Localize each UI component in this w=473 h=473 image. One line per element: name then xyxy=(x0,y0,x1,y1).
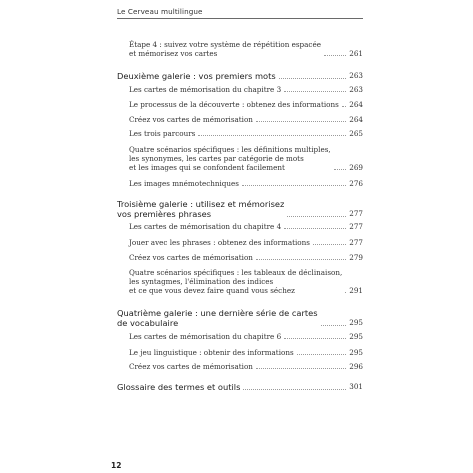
leader-dots xyxy=(279,78,347,79)
leader-dots xyxy=(242,185,346,186)
toc-entry-quatrieme-galerie xyxy=(117,308,363,328)
leader-dots xyxy=(342,106,346,107)
leader-dots xyxy=(334,169,347,170)
leader-dots xyxy=(321,325,347,326)
toc-entry xyxy=(117,222,363,231)
toc-entry xyxy=(117,268,363,295)
toc-page-number: 276 xyxy=(349,179,363,188)
toc-page-number: 263 xyxy=(349,85,363,94)
toc-entry-text: Quatrième galerie : une dernière série de cartes de vocabulaire xyxy=(117,308,318,328)
toc-entry-text: Les cartes de mémorisation du chapitre 3 xyxy=(129,85,282,94)
running-head: Le Cerveau multilingue xyxy=(117,7,203,16)
leader-dots xyxy=(256,368,346,369)
toc-page-number: 277 xyxy=(349,209,363,218)
toc-entry xyxy=(117,100,363,109)
toc-page-number: 279 xyxy=(349,253,363,262)
toc-page-number: 264 xyxy=(349,115,363,124)
toc-page-number: 295 xyxy=(349,348,363,357)
toc-page-number: 261 xyxy=(349,49,363,58)
leader-dots xyxy=(313,244,346,245)
toc-entry-glossaire xyxy=(117,382,363,392)
leader-dots xyxy=(243,389,346,390)
toc-entry xyxy=(117,362,363,371)
toc-page-number: 301 xyxy=(349,382,363,391)
toc-entry xyxy=(117,115,363,124)
toc-entry-text: Les images mnémotechniques xyxy=(129,179,239,188)
toc-entry-deuxieme-galerie xyxy=(117,71,363,81)
toc-page-number: 277 xyxy=(349,238,363,247)
toc-entry-text: Créez vos cartes de mémorisation xyxy=(129,115,253,124)
toc-entry-text: Deuxième galerie : vos premiers mots xyxy=(117,71,276,81)
leader-dots xyxy=(287,216,346,217)
leader-dots xyxy=(297,354,347,355)
toc-page-number: 296 xyxy=(349,362,363,371)
leader-dots xyxy=(284,338,346,339)
toc-page-number: 263 xyxy=(349,71,363,80)
toc-entry-text: Les cartes de mémorisation du chapitre 6 xyxy=(129,332,282,341)
toc-entry xyxy=(117,179,363,188)
leader-dots xyxy=(284,91,346,92)
toc-entry-text: Le processus de la découverte : obtenez des informations xyxy=(129,100,339,109)
toc-page-number: 295 xyxy=(349,332,363,341)
toc-entry xyxy=(117,145,363,172)
toc-entry-text: Quatre scénarios spécifiques : les tableaux de déclinaison, les syntagmes, l'élimination des indices et ce que vous devez faire quand vous séchez xyxy=(129,268,343,295)
toc-entry-etape-4 xyxy=(117,40,363,58)
leader-dots xyxy=(345,292,346,293)
leader-dots xyxy=(256,121,346,122)
leader-dots xyxy=(284,228,346,229)
leader-dots xyxy=(256,259,346,260)
toc-entry xyxy=(117,253,363,262)
toc-entry xyxy=(117,129,363,138)
toc-entry-text: Glossaire des termes et outils xyxy=(117,382,241,392)
toc-entry-text: Créez vos cartes de mémorisation xyxy=(129,362,253,371)
toc-entry-text: Étape 4 : suivez votre système de répétition espacée et mémorisez vos cartes xyxy=(129,40,321,58)
toc-page-number: 291 xyxy=(349,286,363,295)
toc-entry-text: Quatre scénarios spécifiques : les définitions multiples, les synonymes, les cartes par catégorie de mots et les images qui se confondent facilement xyxy=(129,145,331,172)
toc-entry-text: Créez vos cartes de mémorisation xyxy=(129,253,253,262)
toc-page-number: 265 xyxy=(349,129,363,138)
toc-entry-text: Les cartes de mémorisation du chapitre 4 xyxy=(129,222,282,231)
toc-entry-troisieme-galerie xyxy=(117,199,363,219)
leader-dots xyxy=(324,55,346,56)
leader-dots xyxy=(198,135,346,136)
toc-entry xyxy=(117,332,363,341)
toc-entry-text: Jouer avec les phrases : obtenez des informations xyxy=(129,238,310,247)
header-rule xyxy=(117,18,363,19)
toc-page-number: 264 xyxy=(349,100,363,109)
toc-page-number: 295 xyxy=(349,318,363,327)
toc-page-number: 277 xyxy=(349,222,363,231)
toc-entry xyxy=(117,85,363,94)
toc-entry xyxy=(117,348,363,357)
page-number: 12 xyxy=(111,461,122,470)
toc-entry-text: Les trois parcours xyxy=(129,129,196,138)
toc-entry xyxy=(117,238,363,247)
toc-entry-text: Le jeu linguistique : obtenir des informations xyxy=(129,348,294,357)
toc-page-number: 269 xyxy=(349,163,363,172)
toc-entry-text: Troisième galerie : utilisez et mémorisez vos premières phrases xyxy=(117,199,285,219)
